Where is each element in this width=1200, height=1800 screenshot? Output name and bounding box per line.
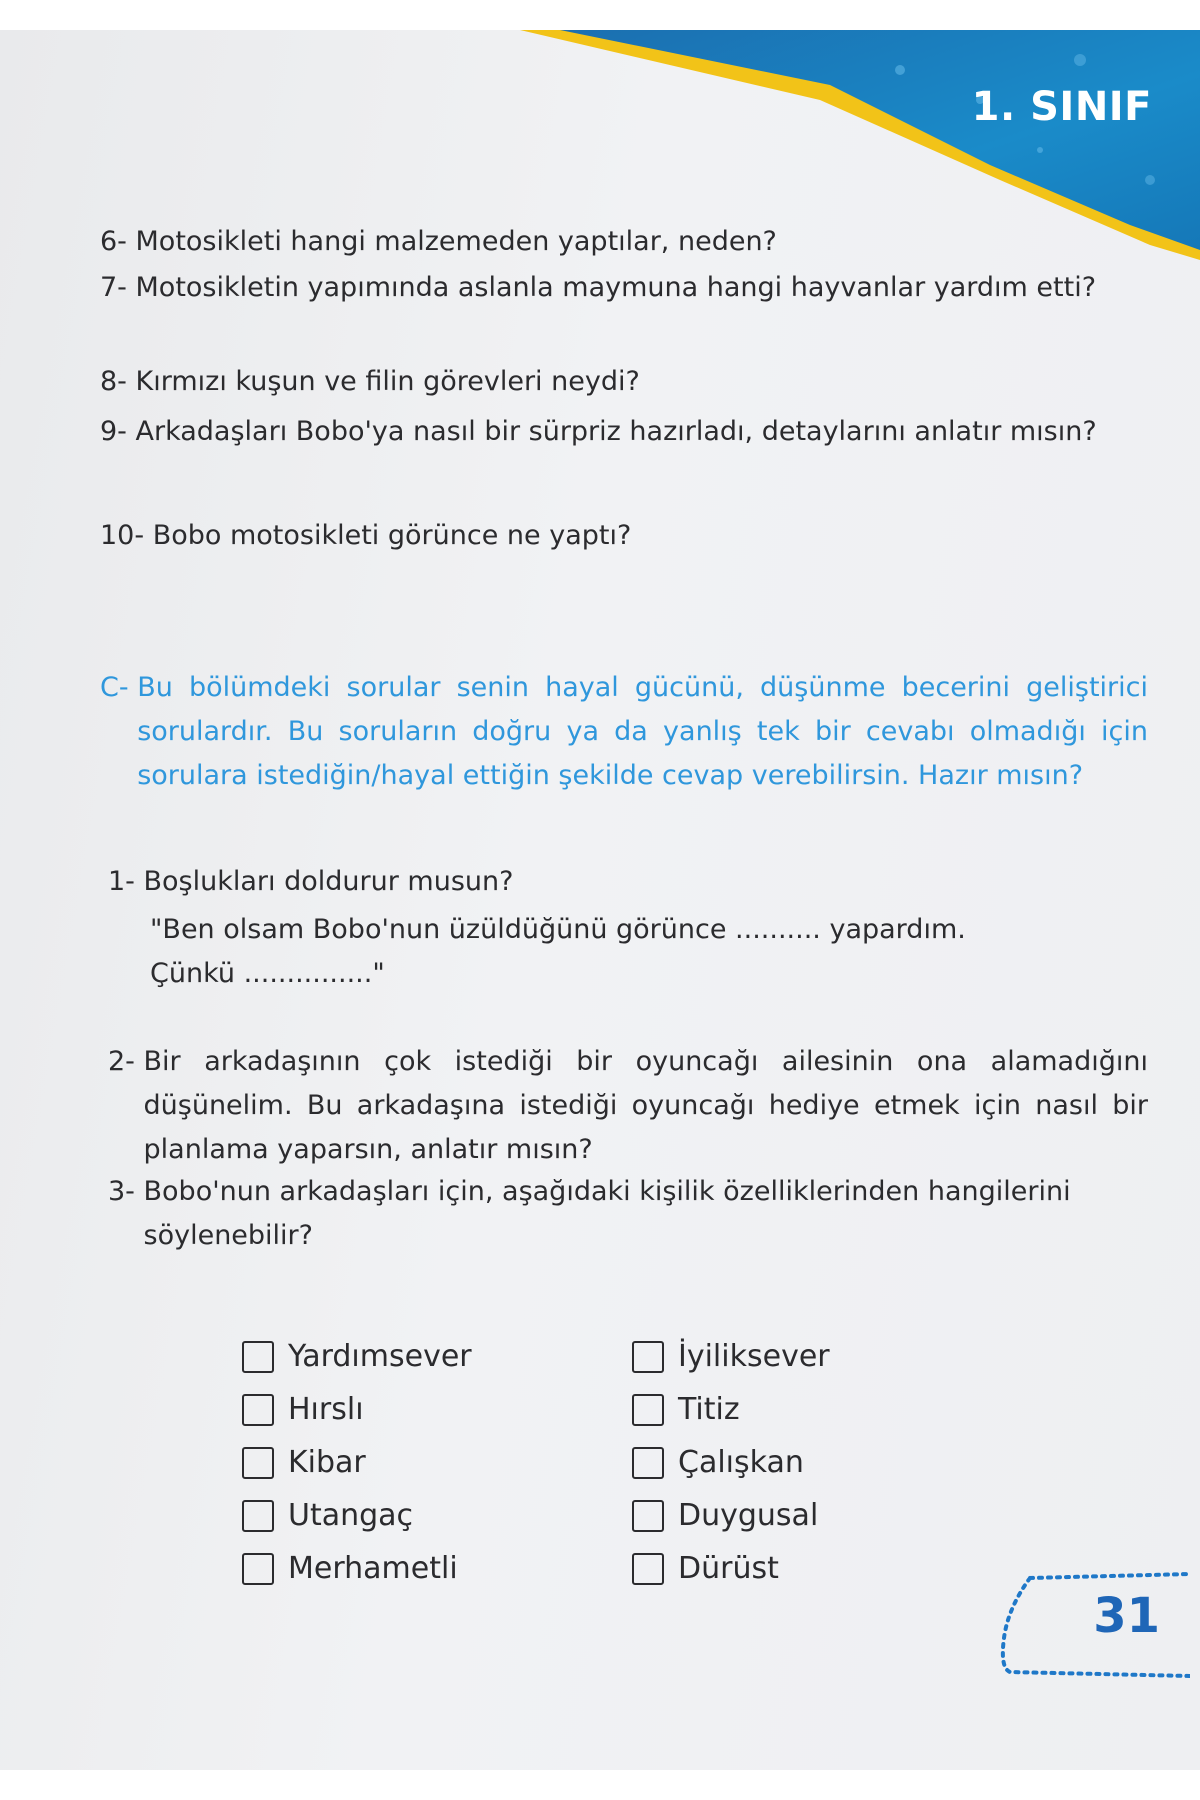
workbook-page: [0, 30, 1200, 1770]
question-9: [100, 410, 1140, 454]
traits-column-right: [632, 1330, 830, 1595]
question-number: 2-: [108, 1046, 144, 1077]
question-text: Kırmızı kuşun ve filin görevleri neydi?: [135, 366, 640, 397]
fill-in-line-1: "Ben olsam Bobo'nun üzüldüğünü görünce .......... yapardım.: [150, 914, 966, 945]
dotted-badge-outline: [990, 1568, 1190, 1688]
trait-option[interactable]: Duygusal: [632, 1489, 830, 1542]
checkbox[interactable]: [242, 1500, 274, 1532]
checkbox[interactable]: [632, 1341, 664, 1373]
question-text: Arkadaşları Bobo'ya nasıl bir sürpriz hazırladı, detaylarını anlatır mısın?: [135, 416, 1097, 447]
checkbox[interactable]: [242, 1341, 274, 1373]
section-c-intro: [100, 666, 1148, 798]
question-number: 9-: [100, 416, 136, 447]
part-c-question-2: [108, 1040, 1148, 1172]
question-text: Motosikletin yapımında aslanla maymuna hangi hayvanlar yardım etti?: [135, 272, 1097, 303]
question-7: [100, 266, 1140, 310]
grade-label: 1. SINIF: [971, 84, 1152, 130]
question-text: Bobo'nun arkadaşları için, aşağıdaki kişilik özelliklerinden hangilerini söylenebilir?: [143, 1176, 1071, 1251]
question-10: [100, 514, 1140, 558]
question-number: 3-: [108, 1176, 144, 1207]
section-label: C-: [100, 672, 138, 703]
question-6: [100, 220, 1140, 264]
question-number: 6-: [100, 226, 136, 257]
question-number: 8-: [100, 366, 136, 397]
traits-column-left: [242, 1330, 472, 1595]
part-c-question-3: [108, 1170, 1148, 1258]
page-number-badge: [990, 1568, 1190, 1688]
trait-option[interactable]: Çalışkan: [632, 1436, 830, 1489]
checkbox[interactable]: [632, 1500, 664, 1532]
question-number: 10-: [100, 520, 153, 551]
fill-in-line-2: Çünkü ...............": [150, 958, 385, 989]
question-text: Bobo motosikleti görünce ne yaptı?: [152, 520, 632, 551]
checkbox[interactable]: [632, 1553, 664, 1585]
checkbox[interactable]: [632, 1447, 664, 1479]
question-number: 1-: [108, 866, 144, 897]
fill-in-blank[interactable]: ..........: [735, 914, 821, 945]
page-number: 31: [1093, 1588, 1160, 1644]
trait-option[interactable]: Merhametli: [242, 1542, 472, 1595]
trait-option[interactable]: Yardımsever: [242, 1330, 472, 1383]
checkbox[interactable]: [242, 1447, 274, 1479]
question-text: Bir arkadaşının çok istediği bir oyuncağı ailesinin ona alamadığını düşünelim. Bu arkadaşına istediği oyuncağı hediye etmek için nasıl bir planlama yaparsın, anlatır mısın?: [143, 1046, 1148, 1165]
checkbox[interactable]: [632, 1394, 664, 1426]
question-text: Motosikleti hangi malzemeden yaptılar, neden?: [135, 226, 777, 257]
trait-option[interactable]: Titiz: [632, 1383, 830, 1436]
trait-option[interactable]: Dürüst: [632, 1542, 830, 1595]
trait-option[interactable]: Hırslı: [242, 1383, 472, 1436]
trait-option[interactable]: Kibar: [242, 1436, 472, 1489]
checkbox[interactable]: [242, 1553, 274, 1585]
fill-in-blank[interactable]: ...............: [243, 958, 373, 989]
trait-option[interactable]: Utangaç: [242, 1489, 472, 1542]
question-8: [100, 360, 1140, 404]
question-text: Boşlukları doldurur musun?: [143, 866, 514, 897]
fill-in-sentence: [150, 908, 1150, 996]
trait-option[interactable]: İyiliksever: [632, 1330, 830, 1383]
checkbox[interactable]: [242, 1394, 274, 1426]
section-intro-text: Bu bölümdeki sorular senin hayal gücünü, düşünme becerini geliştirici sorulardır. Bu soruların doğru ya da yanlış tek bir cevabı olmadığı için sorulara istediğin/hayal ettiğin şekilde cevap verebilirsin. Hazır mısın?: [137, 672, 1148, 791]
question-number: 7-: [100, 272, 136, 303]
part-c-question-1: [108, 860, 1148, 904]
